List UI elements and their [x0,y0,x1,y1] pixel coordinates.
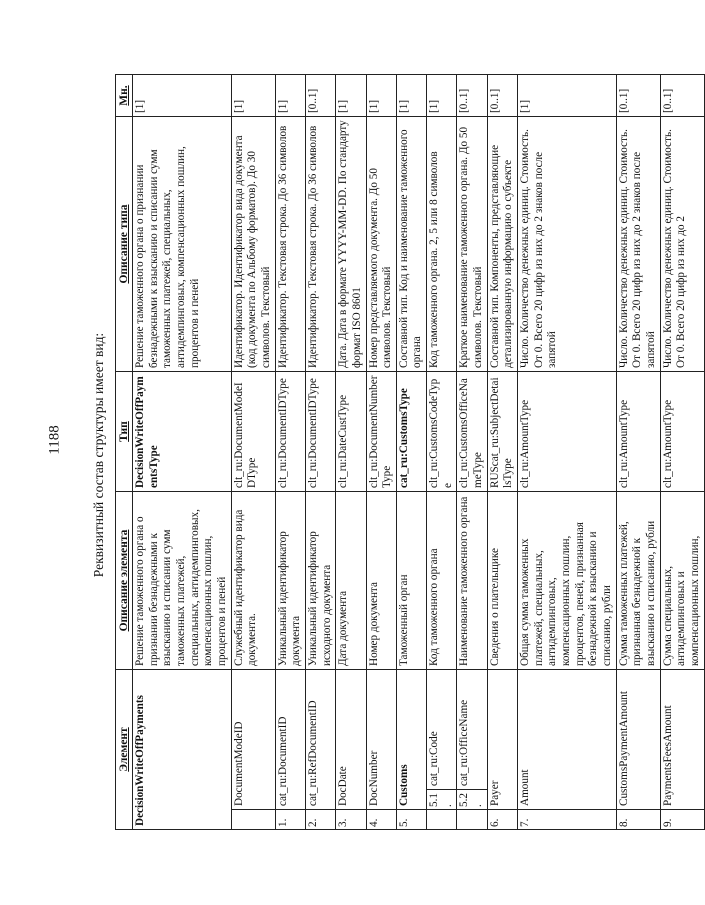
element-name: Customs [396,670,426,810]
multiplicity: [0..1] [487,75,517,117]
table-row [305,75,335,830]
row-number: 3. [336,810,366,830]
element-description: Сумма таможенных платежей, признанная безнадежной к взысканию и списанию, рубли [616,492,660,670]
element-name: cat_ru:DocumentID [275,670,305,810]
multiplicity: [1] [518,75,617,117]
multiplicity: [1] [336,75,366,117]
table-row [366,75,396,830]
element-name: DecisionWriteOffPayments [133,670,232,830]
element-name: Amount [518,670,617,810]
multiplicity: [0..1] [660,75,704,117]
type-name: RUScat_ru:SubjectDetailsType [487,372,517,492]
type-description: Краткое наименование таможенного органа. До 50 символов. Текстовый [457,117,487,372]
element-description: Общая сумма таможенных платежей, специальных, антидемпинговых, компенсационных пошлин, процентов, пеней, признанная безнадежной к взысканию и списанию, рубли [518,492,617,670]
type-name: clt_ru:DocumentIDType [275,372,305,492]
multiplicity: [0..1] [305,75,335,117]
type-name: clt_ru:DocumentModeIDType [231,372,275,492]
element-name: DocumentModeID [231,670,275,810]
element-description: Уникальный идентификатор исходного документа [305,492,335,670]
type-description: Число. Количество денежных единиц. Стоимость. От 0. Всего 20 цифр из них до 2 [660,117,704,372]
table-row [616,75,660,830]
element-description: Код таможенного органа [427,492,457,670]
table-row [336,75,366,830]
element-description: Номер документа [366,492,396,670]
table-body [133,75,705,830]
row-number: 5.2. [457,790,487,810]
type-name: clt_ru:AmountType [518,372,617,492]
type-description: Составной тип. Код и наименование таможенного органа [396,117,426,372]
type-description: Идентификатор. Идентификатор вида документа (код документа по Альбому форматов). До 30 символов. Текстовый [231,117,275,372]
type-description: Решение таможенного органа о признании безнадежными к взысканию и списании сумм таможенных платежей, специальных, антидемпинговых, компенсационных пошлин, процентов и пеней [133,117,232,372]
table-row [427,75,457,830]
header-element: Элемент [116,670,133,830]
row-number [231,810,275,830]
multiplicity: [1] [366,75,396,117]
type-description: Число. Количество денежных единиц. Стоимость. От 0. Всего 20 цифр из них до 2 знаков после запятой [518,117,617,372]
structure-table [115,74,705,830]
element-name: DocNumber [366,670,396,810]
type-description: Составной тип. Компоненты, представляющие детализированную информацию о субъекте [487,117,517,372]
row-number: 8. [616,810,660,830]
multiplicity: [1] [231,75,275,117]
type-description: Дата. Дата в формате YYYY-MM-DD. По стандарту формат ISO 8601 [336,117,366,372]
element-description: Сведения о плательщике [487,492,517,670]
rotated-table-container [115,75,701,830]
multiplicity: [1] [275,75,305,117]
row-number: 6. [487,810,517,830]
table-row [231,75,275,830]
multiplicity: [1] [427,75,457,117]
type-name: clt_ru:DocumentIDType [305,372,335,492]
type-name: clt_ru:CustomsOfficeNameType [457,372,487,492]
row-number: 5. [396,810,426,830]
element-description: Наименование таможенного органа [457,492,487,670]
table-row [518,75,617,830]
type-name: clt_ru:AmountType [616,372,660,492]
header-element-description: Описание элемента [116,492,133,670]
header-type-description: Описание типа [116,117,133,372]
type-name: DecisionWriteOffPaymentsType [133,372,232,492]
row-number: 1. [275,810,305,830]
element-name: cat_ru:RefDocumentID [305,670,335,810]
row-indent [457,810,487,830]
element-name: DocDate [336,670,366,810]
element-description: Таможенный орган [396,492,426,670]
table-row [660,75,704,830]
type-description: Идентификатор. Текстовая строка. До 36 символов [305,117,335,372]
type-name: clt_ru:CustomsCodeType [427,372,457,492]
table-row [133,75,232,830]
element-name: Payer [487,670,517,810]
table-row [487,75,517,830]
type-name: clt_ru:AmountType [660,372,704,492]
type-name: cat_ru:CustomsType [396,372,426,492]
type-description: Число. Количество денежных единиц. Стоимость. От 0. Всего 20 цифр из них до 2 знаков после запятой [616,117,660,372]
type-name: clt_ru:DateCustType [336,372,366,492]
element-description: Сумма специальных, антидемпинговых и компенсационных пошлин, [660,492,704,670]
type-description: Код таможенного органа. 2, 5 или 8 символов [427,117,457,372]
table-row [275,75,305,830]
multiplicity: [0..1] [457,75,487,117]
type-name: clt_ru:DocumentNumberType [366,372,396,492]
row-number: 9. [660,810,704,830]
row-indent [427,810,457,830]
element-name: PaymentsFeesAmount [660,670,704,810]
row-number: 7. [518,810,617,830]
intro-text: Реквизитный состав структуры имеет вид: [91,332,106,578]
table-row [396,75,426,830]
row-number: 2. [305,810,335,830]
element-description: Дата документа [336,492,366,670]
element-description: Служебный идентификатор вида документа. [231,492,275,670]
row-number: 5.1. [427,790,457,810]
element-name: cat_ru:OfficeName [457,670,487,790]
page-number: 1188 [46,425,63,455]
table-header-row [116,75,133,830]
multiplicity: [0..1] [616,75,660,117]
multiplicity: [1] [133,75,232,117]
element-name: cat_ru:Code [427,670,457,790]
type-description: Идентификатор. Текстовая строка. До 36 символов [275,117,305,372]
type-description: Номер представляемого документа. До 50 символов. Текстовый [366,117,396,372]
element-description: Уникальный идентификатор документа [275,492,305,670]
multiplicity: [1] [396,75,426,117]
element-name: CustomsPaymentAmount [616,670,660,810]
row-number: 4. [366,810,396,830]
table-row [457,75,487,830]
header-type: Тип [116,372,133,492]
header-multiplicity: Мн. [116,75,133,117]
element-description: Решение таможенного органа о признании безнадежными к взысканию и списании сумм таможенных платежей, специальных, антидемпинговых, компенсационных пошлин, процентов и пеней [133,492,232,670]
